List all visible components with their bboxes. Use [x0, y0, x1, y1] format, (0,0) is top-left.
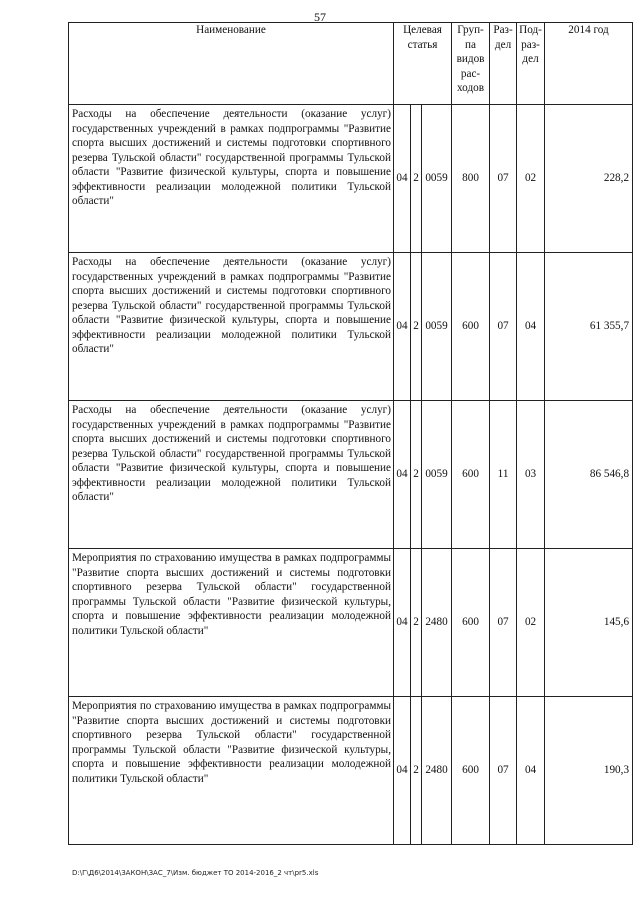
- target-code-direction: 2480: [422, 697, 452, 845]
- amount-2014: 228,2: [545, 105, 633, 253]
- table-row: [69, 401, 633, 549]
- table-row: [69, 697, 633, 845]
- row-name: Расходы на обеспечение деятельности (оказание услуг) государственных учреждений в рамках подпрограммы "Развитие спорта высших достижений и системы подготовки спортивного резерва Тульской области" государственной программы Тульской области "Развитие физической культуры, спорта и повышение эффективности реализации молодежной политики Тульской области": [69, 401, 394, 549]
- subsection: 02: [517, 105, 545, 253]
- table-row: [69, 549, 633, 697]
- header-section: Раз-дел: [490, 23, 517, 105]
- subsection: 04: [517, 253, 545, 401]
- amount-2014: 61 355,7: [545, 253, 633, 401]
- target-code-program: 04: [394, 401, 411, 549]
- amount-2014: 190,3: [545, 697, 633, 845]
- section: 11: [490, 401, 517, 549]
- target-code-subprogram: 2: [411, 253, 422, 401]
- subsection: 02: [517, 549, 545, 697]
- expense-group: 600: [452, 401, 490, 549]
- target-code-direction: 0059: [422, 401, 452, 549]
- target-code-program: 04: [394, 253, 411, 401]
- amount-2014: 86 546,8: [545, 401, 633, 549]
- page-number: 57: [314, 10, 326, 24]
- expense-group: 600: [452, 697, 490, 845]
- target-code-subprogram: 2: [411, 549, 422, 697]
- target-code-program: 04: [394, 549, 411, 697]
- expense-group: 600: [452, 549, 490, 697]
- row-name: Мероприятия по страхованию имущества в рамках подпрограммы "Развитие спорта высших достижений и системы подготовки спортивного резерва Тульской области" государственной программы Тульской области "Развитие физической культуры, спорта и повышение эффективности реализации молодежной политики Тульской области": [69, 697, 394, 845]
- subsection: 04: [517, 697, 545, 845]
- section: 07: [490, 105, 517, 253]
- target-code-direction: 0059: [422, 105, 452, 253]
- amount-2014: 145,6: [545, 549, 633, 697]
- expense-group: 600: [452, 253, 490, 401]
- header-year: 2014 год: [545, 23, 633, 105]
- target-code-subprogram: 2: [411, 697, 422, 845]
- budget-table: [68, 22, 633, 845]
- section: 07: [490, 549, 517, 697]
- header-name: Наименование: [69, 23, 394, 105]
- header-expense-group: Груп-па видов рас-ходов: [452, 23, 490, 105]
- header-target-article: Целевая статья: [394, 23, 452, 105]
- row-name: Расходы на обеспечение деятельности (оказание услуг) государственных учреждений в рамках подпрограммы "Развитие спорта высших достижений и системы подготовки спортивного резерва Тульской области" государственной программы Тульской области "Развитие физической культуры, спорта и повышение эффективности реализации молодежной политики Тульской области": [69, 253, 394, 401]
- subsection: 03: [517, 401, 545, 549]
- section: 07: [490, 697, 517, 845]
- file-path-footer: D:\Г\Д6\2014\ЗАКОН\ЗАС_7\Изм. бюджет ТО 2014-2016_2 чт\pr5.xls: [72, 869, 319, 877]
- target-code-subprogram: 2: [411, 401, 422, 549]
- header-subsection: Под-раз-дел: [517, 23, 545, 105]
- expense-group: 800: [452, 105, 490, 253]
- target-code-program: 04: [394, 697, 411, 845]
- row-name: Мероприятия по страхованию имущества в рамках подпрограммы "Развитие спорта высших достижений и системы подготовки спортивного резерва Тульской области" государственной программы Тульской области "Развитие физической культуры, спорта и повышение эффективности реализации молодежной политики Тульской области": [69, 549, 394, 697]
- section: 07: [490, 253, 517, 401]
- target-code-direction: 0059: [422, 253, 452, 401]
- table-row: [69, 105, 633, 253]
- target-code-subprogram: 2: [411, 105, 422, 253]
- target-code-direction: 2480: [422, 549, 452, 697]
- target-code-program: 04: [394, 105, 411, 253]
- row-name: Расходы на обеспечение деятельности (оказание услуг) государственных учреждений в рамках подпрограммы "Развитие спорта высших достижений и системы подготовки спортивного резерва Тульской области" государственной программы Тульской области "Развитие физической культуры, спорта и повышение эффективности реализации молодежной политики Тульской области": [69, 105, 394, 253]
- table-row: [69, 253, 633, 401]
